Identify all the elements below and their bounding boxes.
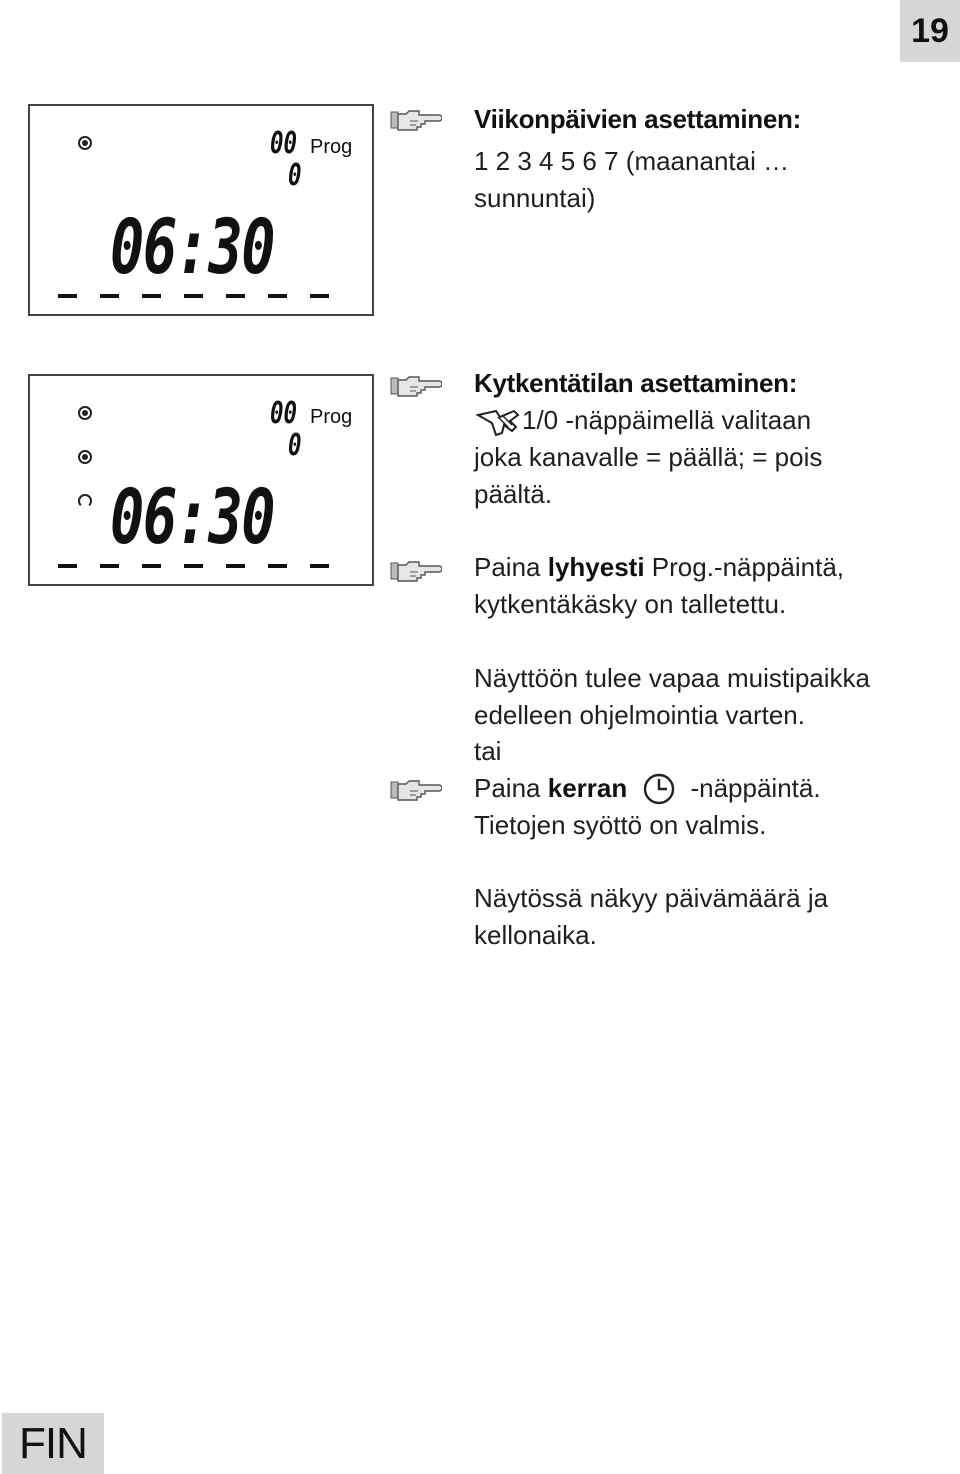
radio-open-icon — [78, 494, 92, 508]
switch-line-3: päältä. — [474, 479, 553, 509]
weekdays-line-1: 1 2 3 4 5 6 7 (maanantai … — [474, 146, 790, 176]
lcd-channel-digit: 0 — [288, 428, 302, 463]
final-line-1: Näytössä näkyy päivämäärä ja — [474, 883, 829, 913]
pointing-hand-icon — [390, 106, 442, 132]
press-once-line — [474, 770, 821, 807]
lcd-top-digits: 00 — [270, 396, 298, 431]
lcd-weekday-dashes — [58, 294, 329, 298]
press-bold: lyhyesti — [547, 552, 645, 582]
radio-dot-icon — [78, 136, 92, 150]
lcd-time: 06:30 — [110, 202, 275, 291]
radio-dot-icon — [78, 406, 92, 420]
lcd-time: 06:30 — [110, 472, 275, 561]
radio-dot-icon — [78, 450, 92, 464]
final-line-2: kellonaika. — [474, 920, 597, 950]
switch-line-1-text: 1/0 -näppäimellä valitaan — [522, 405, 812, 435]
done-text: Tietojen syöttö on valmis. — [474, 810, 767, 840]
once-prefix: Paina — [474, 773, 548, 803]
lcd-display-switch — [28, 374, 374, 586]
language-tag: FIN — [2, 1413, 104, 1474]
lcd-channel-digit: 0 — [288, 158, 302, 193]
switch-line-2: joka kanavalle = päällä; = pois — [474, 442, 823, 472]
hand-icon — [474, 407, 522, 437]
lcd-prog-label: Prog — [310, 136, 353, 158]
lcd-prog-label: Prog — [310, 406, 353, 428]
once-suffix: -näppäintä. — [683, 773, 821, 803]
switch-title: Kytkentätilan asettaminen: — [474, 368, 798, 398]
switch-line-1 — [474, 402, 811, 439]
pointing-hand-icon — [390, 776, 442, 802]
press-prog-line-1 — [474, 549, 844, 586]
clock-icon — [627, 773, 683, 807]
pointing-hand-icon — [390, 557, 442, 583]
lcd-display-weekdays — [28, 104, 374, 316]
weekdays-title: Viikonpäivien asettaminen: — [474, 104, 801, 134]
press-prefix: Paina — [474, 552, 548, 582]
free-slot-line-2: edelleen ohjelmointia varten. — [474, 700, 805, 730]
once-bold: kerran — [547, 773, 628, 803]
or-text: tai — [474, 736, 502, 766]
pointing-hand-icon — [390, 372, 442, 398]
press-prog-line-2: kytkentäkäsky on talletettu. — [474, 589, 787, 619]
free-slot-line-1: Näyttöön tulee vapaa muistipaikka — [474, 663, 871, 693]
page-number: 19 — [900, 0, 960, 62]
weekdays-line-2: sunnuntai) — [474, 183, 596, 213]
lcd-weekday-dashes — [58, 564, 329, 568]
lcd-top-digits: 00 — [270, 126, 298, 161]
press-suffix: Prog.-näppäintä, — [644, 552, 845, 582]
